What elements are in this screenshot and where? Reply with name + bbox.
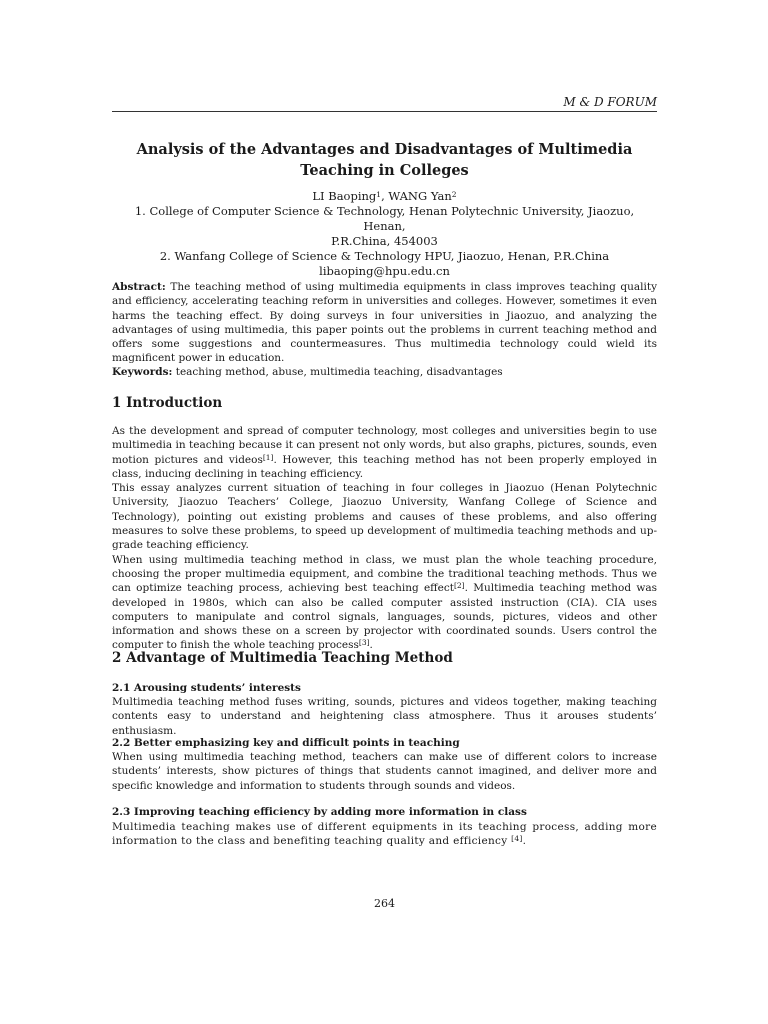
affiliation-1-line-1: 1. College of Computer Science & Technology, Henan Polytechnic University, Jiaozuo, Henan, bbox=[134, 204, 635, 233]
affiliation-2: 2. Wanfang College of Science & Technology HPU, Jiaozuo, Henan, P.R.China bbox=[159, 249, 610, 263]
subsection-2-3-text: Multimedia teaching makes use of different equipments in its teaching process, adding more information to the class and benefiting teaching quality and efficiency bbox=[112, 821, 657, 848]
author-block bbox=[112, 189, 657, 279]
citation-3: [3] bbox=[358, 638, 370, 648]
author-1: LI Baoping bbox=[312, 189, 377, 203]
intro-paragraph-3 bbox=[112, 553, 657, 653]
author-names bbox=[112, 189, 657, 204]
author-email: libaoping@hpu.edu.cn bbox=[319, 264, 450, 278]
title-line-2: Teaching in Colleges bbox=[300, 162, 469, 179]
intro-paragraph-1 bbox=[112, 424, 657, 481]
abstract bbox=[112, 280, 657, 366]
citation-4: [4] bbox=[511, 834, 523, 844]
introduction-body bbox=[112, 424, 657, 653]
subsection-heading-2-3: 2.3 Improving teaching efficiency by adding more information in class bbox=[112, 806, 527, 818]
section-heading-introduction: 1 Introduction bbox=[112, 395, 223, 411]
title-line-1: Analysis of the Advantages and Disadvantages of Multimedia bbox=[136, 141, 633, 158]
intro-paragraph-2: This essay analyzes current situation of teaching in four colleges in Jiaozuo (Henan Polytechnic University, Jiaozuo Teachers’ College, Jiaozuo University, Wanfang College of Science and Technology), pointing out existing problems and causes of these problems, and also offering measures to solve these problems, to speed up development of multimedia teaching methods and up-grade teaching efficiency. bbox=[112, 482, 657, 552]
intro-p1-text: As the development and spread of computer technology, most colleges and universities begin to use multimedia in teaching because it can present not only words, but also graphs, pictures, sounds, even motion pictures and videos bbox=[112, 425, 657, 466]
intro-p3-end: . bbox=[369, 639, 373, 652]
running-header bbox=[112, 95, 657, 112]
author-1-affil-mark: 1 bbox=[376, 190, 382, 199]
subsection-2-1-text: Multimedia teaching method fuses writing, sounds, pictures and videos together, making teaching contents easy to understand and heightening class atmosphere. Thus it arouses students’ enthusiasm. bbox=[112, 696, 657, 737]
author-separator: , bbox=[381, 189, 389, 203]
author-2-affil-mark: 2 bbox=[451, 190, 457, 199]
section-heading-advantages: 2 Advantage of Multimedia Teaching Method bbox=[112, 650, 453, 666]
citation-2: [2] bbox=[453, 581, 465, 591]
subsection-heading-2-2: 2.2 Better emphasizing key and difficult points in teaching bbox=[112, 737, 460, 749]
author-2: WANG Yan bbox=[388, 189, 452, 203]
paper-title bbox=[112, 139, 657, 181]
keywords bbox=[112, 365, 657, 379]
affiliation-1-line-2: P.R.China, 454003 bbox=[331, 234, 438, 248]
subsection-heading-2-1: 2.1 Arousing students’ interests bbox=[112, 682, 301, 694]
subsection-2-3-end: . bbox=[522, 835, 527, 848]
keywords-text: teaching method, abuse, multimedia teaching, disadvantages bbox=[172, 366, 503, 378]
subsection-2-2-text: When using multimedia teaching method, teachers can make use of different colors to increase students’ interests, show pictures of things that students cannot imagined, and deliver more and specific knowledge and information to students through sounds and videos. bbox=[112, 751, 657, 792]
keywords-label: Keywords: bbox=[112, 366, 173, 378]
intro-p3-text: When using multimedia teaching method in class, we must plan the whole teaching procedure, choosing the proper multimedia equipment, and combine the traditional teaching methods. Thus we can optimize teaching process, achieving best teaching effect bbox=[112, 553, 657, 595]
abstract-text: The teaching method of using multimedia equipments in class improves teaching quality and efficiency, accelerating teaching reform in universities and colleges. However, sometimes it even harms the teaching effect. By doing surveys in four universities in Jiaozuo, and analyzing the advantages of using multimedia, this paper points out the problems in current teaching method and offers some suggestions and countermeasures. Thus multimedia technology could wield its magnificent power in education. bbox=[112, 281, 657, 365]
subsection-2-3-body bbox=[112, 820, 657, 849]
journal-name: M & D FORUM bbox=[563, 95, 657, 109]
intro-p1-text-cont: . However, this teaching method has not been properly employed in class, inducing declining in teaching efficiency. bbox=[112, 453, 657, 480]
intro-p3-text-cont: . Multimedia teaching method was developed in 1980s, which can also be called computer assisted instruction (CIA). CIA uses computers to manipulate and control signals, languages, sounds, pictures, videos and other information and shows these on a screen by projector with coordinated sounds. Users control the computer to finish the whole teaching process bbox=[112, 582, 657, 652]
citation-1: [1] bbox=[262, 452, 274, 462]
page-number: 264 bbox=[374, 897, 395, 910]
abstract-label: Abstract: bbox=[112, 281, 166, 293]
